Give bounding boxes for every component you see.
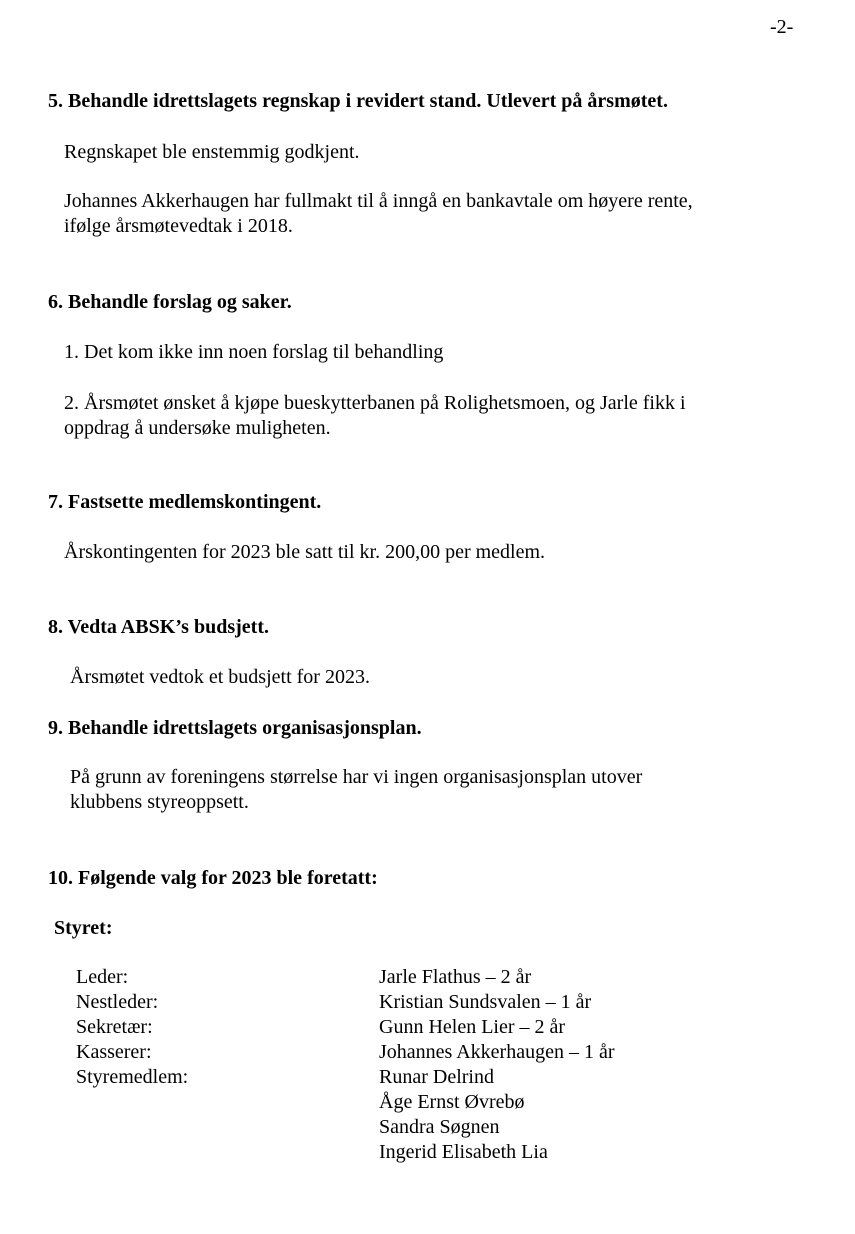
section-5-paragraph-2-line-1: Johannes Akkerhaugen har fullmakt til å inngå en bankavtale om høyere rente, xyxy=(64,190,693,212)
board-name-styremedlem-1: Runar Delrind xyxy=(379,1066,494,1088)
board-name-styremedlem-3: Sandra Søgnen xyxy=(379,1116,500,1138)
section-5-paragraph-1: Regnskapet ble enstemmig godkjent. xyxy=(64,141,360,163)
board-name-nestleder: Kristian Sundsvalen – 1 år xyxy=(379,991,592,1013)
board-name-styremedlem-2: Åge Ernst Øvrebø xyxy=(379,1091,525,1113)
section-9-paragraph-line-1: På grunn av foreningens størrelse har vi ingen organisasjonsplan utover xyxy=(70,766,643,788)
board-role-leder: Leder: xyxy=(76,966,129,988)
board-name-kasserer: Johannes Akkerhaugen – 1 år xyxy=(379,1041,615,1063)
section-7-heading: 7. Fastsette medlemskontingent. xyxy=(48,491,322,513)
section-9-paragraph-line-2: klubbens styreoppsett. xyxy=(70,791,249,813)
section-7-paragraph: Årskontingenten for 2023 ble satt til kr. 200,00 per medlem. xyxy=(64,541,546,563)
board-name-leder: Jarle Flathus – 2 år xyxy=(379,966,532,988)
section-6-item-2-line-1: 2. Årsmøtet ønsket å kjøpe bueskytterbanen på Rolighetsmoen, og Jarle fikk i xyxy=(64,392,686,414)
board-subheading: Styret: xyxy=(54,917,113,939)
board-name-styremedlem-4: Ingerid Elisabeth Lia xyxy=(379,1141,548,1163)
board-name-sekretaer: Gunn Helen Lier – 2 år xyxy=(379,1016,566,1038)
board-role-sekretaer: Sekretær: xyxy=(76,1016,153,1038)
section-8-heading: 8. Vedta ABSK’s budsjett. xyxy=(48,616,269,638)
board-role-kasserer: Kasserer: xyxy=(76,1041,152,1063)
section-6-heading: 6. Behandle forslag og saker. xyxy=(48,291,292,313)
page-number: -2- xyxy=(770,16,794,38)
section-5-paragraph-2-line-2: ifølge årsmøtevedtak i 2018. xyxy=(64,215,293,237)
section-9-heading: 9. Behandle idrettslagets organisasjonsplan. xyxy=(48,717,422,739)
section-10-heading: 10. Følgende valg for 2023 ble foretatt: xyxy=(48,867,378,889)
section-6-item-1: 1. Det kom ikke inn noen forslag til behandling xyxy=(64,341,444,363)
board-role-styremedlem: Styremedlem: xyxy=(76,1066,189,1088)
section-5-heading: 5. Behandle idrettslagets regnskap i revidert stand. Utlevert på årsmøtet. xyxy=(48,90,668,112)
section-6-item-2-line-2: oppdrag å undersøke muligheten. xyxy=(64,417,331,439)
section-8-paragraph: Årsmøtet vedtok et budsjett for 2023. xyxy=(70,666,370,688)
board-role-nestleder: Nestleder: xyxy=(76,991,159,1013)
